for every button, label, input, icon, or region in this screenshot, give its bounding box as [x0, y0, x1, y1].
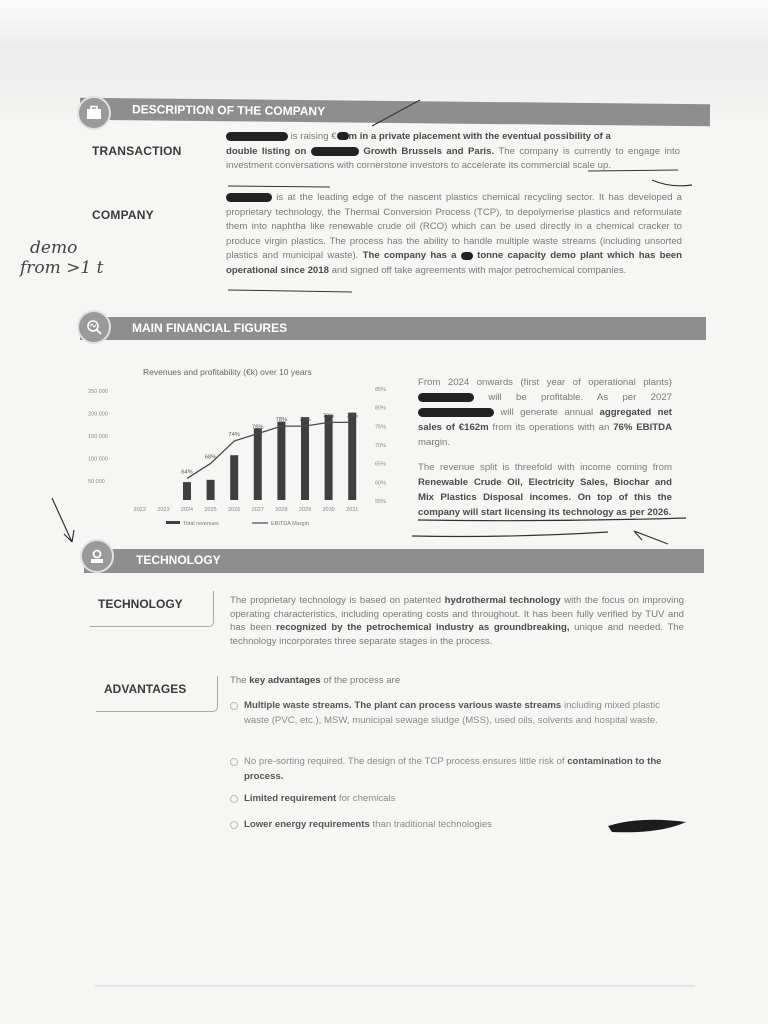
bar-2027 — [254, 428, 262, 500]
financial-text: From 2024 onwards (first year of operational plants) will be profitable. As per 2027 will generate annual aggregated net sales of €162m from its operations with an 76% EBITDA margin. — [418, 377, 673, 448]
data-label: 68% — [204, 454, 217, 461]
y-tick-label: 50 000 — [88, 479, 105, 485]
bullet-circle-icon — [230, 795, 238, 803]
section-title-financial: MAIN FINANCIAL FIGURES — [132, 321, 288, 335]
data-label: 78% — [275, 417, 288, 424]
bar-2029 — [301, 417, 309, 500]
data-label: 64% — [181, 469, 193, 476]
redaction-mark — [418, 393, 474, 402]
chart-title: Revenues and profitability (€k) over 10 years — [143, 367, 312, 377]
x-tick-label: 2026 — [228, 507, 241, 513]
x-tick-label: 2023 — [157, 507, 170, 513]
x-tick-label: 2030 — [322, 507, 335, 513]
x-tick-label: 2029 — [298, 507, 312, 513]
gear-hand-icon — [80, 539, 114, 573]
advantages-intro: The key advantages of the process are — [230, 675, 401, 686]
advantage-item-3: Limited requirement for chemicals — [244, 792, 682, 807]
bullet-circle-icon — [230, 821, 238, 829]
bullet-circle-icon — [230, 758, 238, 766]
financial-text-2: The revenue split is threefold with income coming from Renewable Crude Oil, Electricity Sales, Biochar and Mix Plastics Disposal incomes. On top of this the company will start licensing its technology as per 2026. — [418, 462, 673, 518]
section-title-description: DESCRIPTION OF THE COMPANY — [131, 102, 326, 119]
section-bar-technology — [84, 549, 704, 573]
data-label: 76% — [251, 424, 264, 431]
bar-2024 — [183, 482, 191, 500]
data-label: 79% — [346, 413, 359, 420]
data-label: 74% — [228, 432, 241, 439]
y-tick-label: 100 000 — [88, 456, 108, 463]
y2-tick-label: 85% — [374, 387, 386, 393]
y2-tick-label: 70% — [374, 443, 386, 449]
advantage-item-4: Lower energy requirements than traditional technologies — [244, 818, 682, 833]
bar-2031 — [346, 413, 359, 500]
transaction-text: is raising € m in a private placement with the eventual possibility of a double listing on Growth Brussels and Paris. The company is currently to engage into investment conversations with cornerstone investors to accelerate its commercial scale up. — [226, 131, 680, 172]
data-label: 79% — [322, 413, 335, 420]
redaction-mark — [418, 408, 494, 417]
x-tick-label: 2027 — [251, 507, 264, 513]
x-tick-label: 2022 — [133, 507, 146, 513]
section-bar-financial — [80, 317, 706, 340]
x-tick-label: 2031 — [346, 507, 359, 513]
company-text: is at the leading edge of the nascent plastics chemical recycling sector. It has developed a proprietary technology, the Thermal Conversion Process (TCP), to depolymerise plastics and reformulate them into naphtha like renewable crude oil (RCO) which can be used directly in a chemical cracker to produce virgin plastics. The process has the ability to handle multiple waste streams (including unsorted plastics and municipal waste). The company has a tonne capacity demo plant which has been operational since 2018 and signed off take agreements with major petrochemical companies. — [226, 192, 683, 276]
y2-tick-label: 65% — [374, 461, 386, 468]
y2-tick-label: 80% — [374, 405, 386, 412]
technology-text: The proprietary technology is based on patented hydrothermal technology with the focus on improving operating characteristics, including operating costs and throughout. It has been fully verified by TUV and has been recognized by the petrochemical industry as groundbreaking, unique and needed. The technology incorporates three separate stages in the process. — [230, 595, 684, 647]
advantage-item-2: No pre-sorting required. The design of the TCP process ensures little risk of contamination to the process. — [244, 755, 682, 784]
x-tick-label: 2025 — [204, 507, 217, 513]
revenue-chart — [84, 378, 390, 536]
section-title-technology: TECHNOLOGY — [136, 553, 221, 567]
x-tick-label: 2024 — [180, 507, 194, 513]
magnifier-chart-icon — [77, 310, 111, 344]
transaction-label: TRANSACTION — [92, 144, 182, 158]
y-tick-label: 250 000 — [88, 389, 108, 395]
bar-2025 — [207, 480, 215, 500]
company-label: COMPANY — [92, 208, 154, 222]
legend-label-ebitda: EBITDA Margin — [271, 521, 309, 527]
bar-2026 — [230, 455, 238, 500]
y-tick-label: 200 000 — [88, 411, 108, 418]
legend-label-revenues: Total revenues — [183, 521, 219, 527]
advantage-item-1: Multiple waste streams. The plant can process various waste streams including mixed plastic waste (PVC, etc.), MSW, municipal sewage sludge (MSS), used oils, solvents and hospital waste. — [244, 699, 682, 728]
handwritten-note-2: from >1 t — [20, 258, 104, 278]
bar-2028 — [277, 422, 285, 500]
x-tick-label: 2028 — [275, 507, 288, 513]
y2-tick-label: 60% — [374, 480, 386, 487]
handwritten-note-1: demo — [30, 238, 78, 258]
data-label: 78% — [299, 417, 311, 424]
legend-swatch-revenues — [166, 521, 180, 524]
y-tick-label: 150 000 — [88, 434, 108, 440]
technology-label: TECHNOLOGY — [90, 591, 214, 627]
y2-tick-label: 55% — [374, 499, 386, 505]
y2-tick-label: 75% — [374, 424, 386, 431]
footer-line — [95, 985, 695, 987]
bullet-circle-icon — [230, 702, 238, 710]
advantages-label: ADVANTAGES — [96, 676, 218, 712]
